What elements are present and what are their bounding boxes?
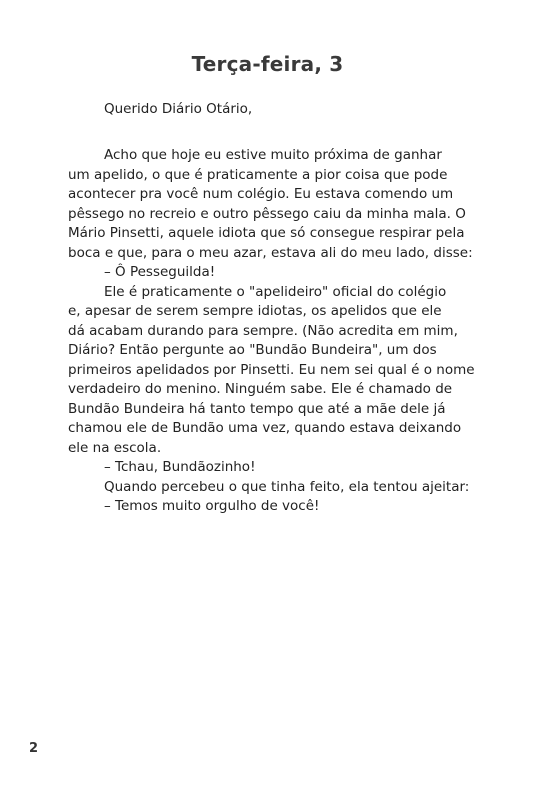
dialogue-line: – Ô Pesseguilda! <box>104 264 216 280</box>
page-number: 2 <box>29 741 39 756</box>
text-line: Ele é praticamente o "apelideiro" oficial do colégio <box>104 283 447 300</box>
dialogue-line: – Tchau, Bundãozinho! <box>104 459 256 475</box>
text-line: Diário? Então pergunte ao "Bundão Bundeira", um dos <box>68 342 437 358</box>
text-line: e, apesar de serem sempre idiotas, os apelidos que ele <box>68 303 442 319</box>
text-line: Quando percebeu o que tinha feito, ela tentou ajeitar: <box>104 478 470 495</box>
text-line: Bundão Bundeira há tanto tempo que até a mãe dele já <box>68 400 446 417</box>
text-line: chamou ele de Bundão uma vez, quando estava deixando <box>68 420 462 436</box>
text-line: Acho que hoje eu estive muito próxima de ganhar <box>104 147 442 163</box>
dialogue-line: – Temos muito orgulho de você! <box>104 498 320 514</box>
text-line: dá acabam durando para sempre. (Não acredita em mim, <box>68 322 458 339</box>
text-line: ele na escola. <box>68 439 162 456</box>
text-line: primeiros apelidados por Pinsetti. Eu nem sei qual é o nome <box>68 361 475 378</box>
text-line: boca e que, para o meu azar, estava ali do meu lado, disse: <box>68 244 473 261</box>
chapter-title: Terça-feira, 3 <box>191 52 344 76</box>
text-line: pêssego no recreio e outro pêssego caiu da minha mala. O <box>68 205 466 222</box>
diary-body <box>68 146 488 517</box>
text-line: um apelido, o que é praticamente a pior coisa que pode <box>68 166 448 183</box>
text-line: acontecer pra você num colégio. Eu estava comendo um <box>68 186 454 202</box>
text-line: Mário Pinsetti, aquele idiota que só consegue respirar pela <box>68 225 465 241</box>
text-line: verdadeiro do menino. Ninguém sabe. Ele é chamado de <box>68 381 453 397</box>
salutation: Querido Diário Otário, <box>104 101 253 117</box>
